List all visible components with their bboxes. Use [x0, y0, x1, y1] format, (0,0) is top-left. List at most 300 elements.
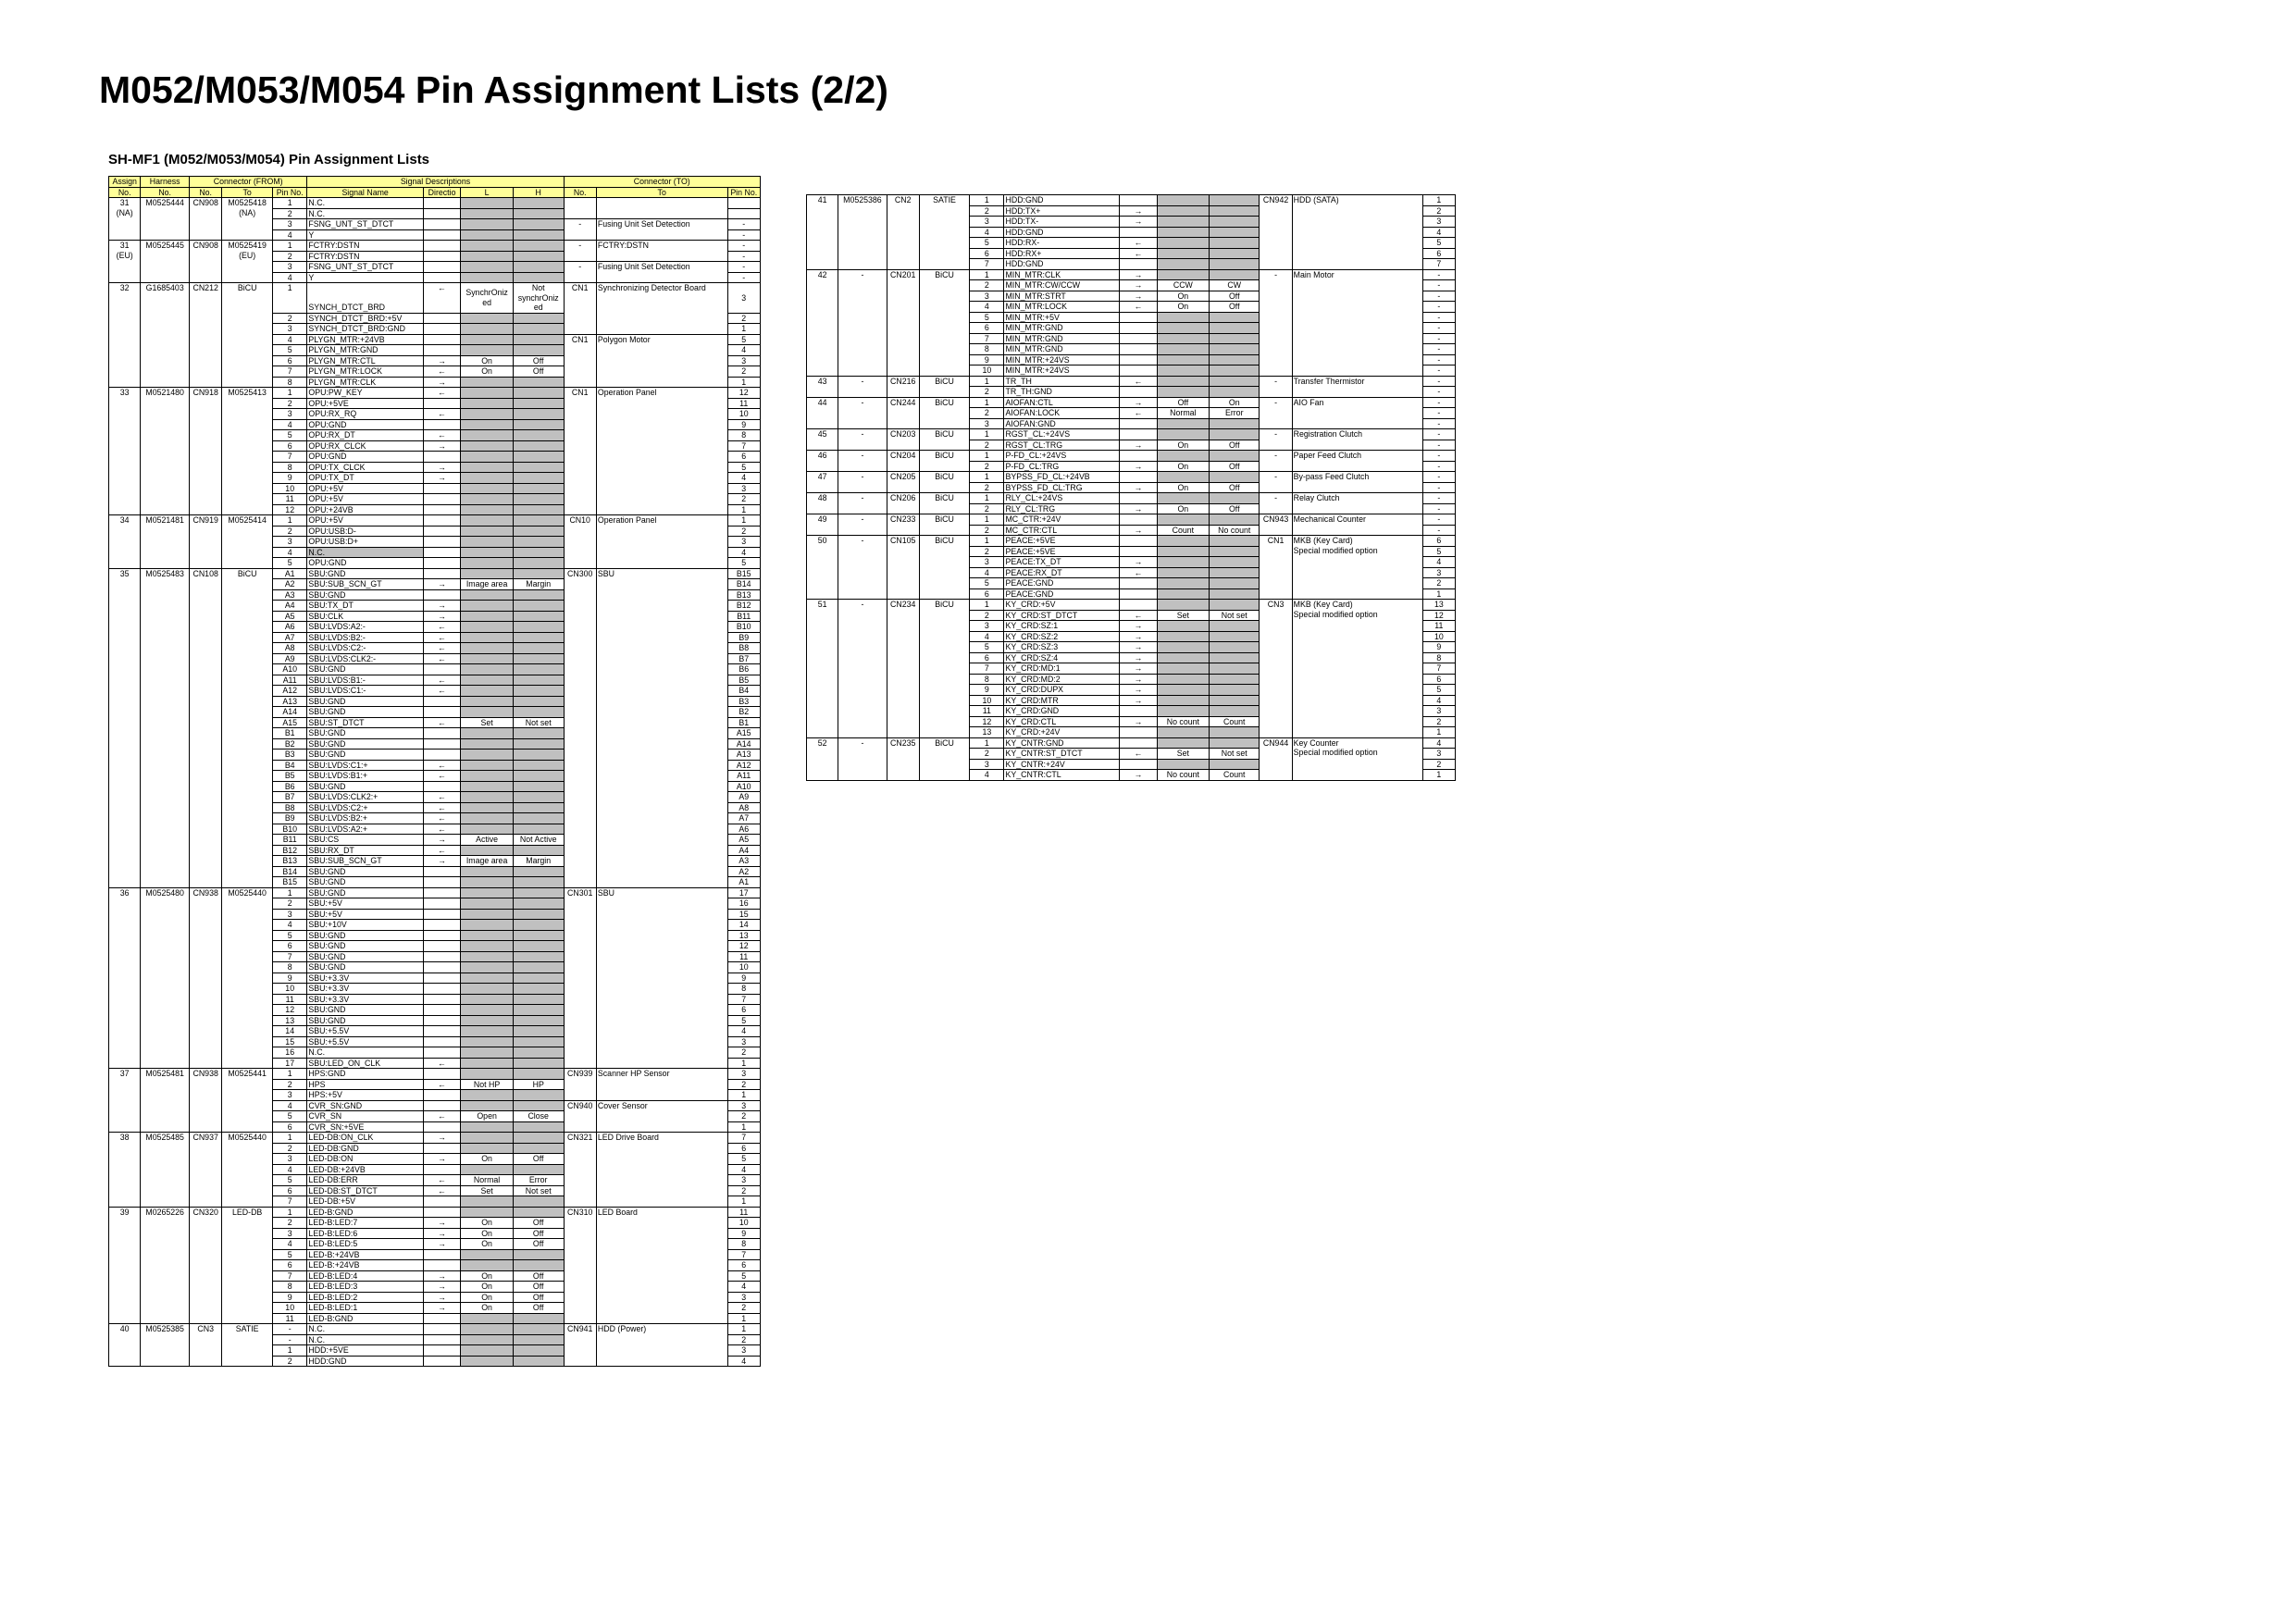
- table-row: [807, 493, 1456, 504]
- signal-level-h: HP: [513, 1079, 564, 1090]
- signal-direction: [1120, 546, 1157, 557]
- from-connector-to: SATIE: [919, 195, 969, 270]
- signal-direction: ←: [423, 1175, 460, 1186]
- signal-level-l: [461, 887, 514, 898]
- signal-level-h: [1210, 737, 1260, 749]
- signal-direction: →: [423, 856, 460, 867]
- signal-level-h: Off: [1210, 482, 1260, 493]
- harness-no: M0525481: [141, 1069, 190, 1133]
- to-connector-no: CN943: [1260, 514, 1292, 536]
- table-row: [109, 1324, 761, 1335]
- signal-name: SBU:CS: [307, 835, 423, 846]
- to-pin-no: 9: [727, 1228, 761, 1239]
- to-pin-no: 12: [727, 941, 761, 952]
- signal-level-h: [513, 1058, 564, 1069]
- from-pin-no: 6: [272, 1121, 306, 1133]
- table-row: [109, 887, 761, 898]
- signal-direction: [423, 483, 460, 494]
- signal-direction: →: [423, 355, 460, 366]
- signal-name: SBU:+3.3V: [307, 994, 423, 1005]
- assign-no: 45: [807, 429, 838, 451]
- to-connector-to: [1292, 493, 1422, 514]
- signal-direction: →: [423, 1154, 460, 1165]
- from-connector-no: CN108: [189, 568, 221, 887]
- signal-direction: [1120, 737, 1157, 749]
- to-pin-no: 4: [727, 1026, 761, 1037]
- from-connector-to: BiCU: [919, 514, 969, 536]
- signal-level-h: [513, 877, 564, 888]
- to-pin-no: -: [727, 219, 761, 230]
- signal-name: KY_CRD:MD:1: [1004, 663, 1120, 675]
- signal-name: SBU:GND: [307, 951, 423, 962]
- signal-name: MIN_MTR:+24VS: [1004, 365, 1120, 377]
- from-pin-no: 1: [970, 195, 1004, 206]
- signal-name: OPU:TX_DT: [307, 473, 423, 484]
- signal-level-h: [513, 675, 564, 686]
- to-pin-no: 2: [727, 366, 761, 378]
- signal-level-h: [513, 241, 564, 252]
- signal-name: HPS: [307, 1079, 423, 1090]
- signal-name: AIOFAN:GND: [1004, 418, 1120, 429]
- signal-direction: [423, 1313, 460, 1324]
- signal-name: SBU:SUB_SCN_GT: [307, 579, 423, 590]
- signal-level-h: [513, 1249, 564, 1260]
- to-connector-to: [1292, 397, 1422, 429]
- from-pin-no: B3: [272, 750, 306, 761]
- signal-level-h: [1210, 674, 1260, 685]
- signal-level-l: [1157, 376, 1209, 387]
- to-pin-no: -: [1422, 365, 1455, 377]
- signal-level-l: On: [1157, 440, 1209, 451]
- from-pin-no: 5: [970, 238, 1004, 249]
- signal-level-h: Off: [1210, 291, 1260, 302]
- to-pin-no: -: [1422, 312, 1455, 323]
- from-pin-no: 1: [970, 737, 1004, 749]
- from-pin-no: 7: [272, 1196, 306, 1208]
- signal-level-h: Off: [1210, 503, 1260, 514]
- signal-level-h: [1210, 344, 1260, 355]
- signal-level-h: [1210, 706, 1260, 717]
- from-pin-no: 5: [272, 1249, 306, 1260]
- to-pin-no: 4: [727, 1356, 761, 1367]
- from-pin-no: A15: [272, 717, 306, 728]
- from-pin-no: 1: [272, 515, 306, 527]
- signal-name: PLYGN_MTR:LOCK: [307, 366, 423, 378]
- signal-direction: →: [1120, 716, 1157, 727]
- from-pin-no: 5: [970, 578, 1004, 589]
- to-pin-no: [727, 208, 761, 219]
- signal-level-h: [513, 409, 564, 420]
- to-pin-no: B12: [727, 601, 761, 612]
- from-connector-to: BiCU: [919, 429, 969, 451]
- signal-level-h: [513, 813, 564, 824]
- signal-level-l: [461, 526, 514, 537]
- signal-direction: [1120, 344, 1157, 355]
- from-pin-no: 14: [272, 1026, 306, 1037]
- signal-level-h: [513, 324, 564, 335]
- signal-level-l: [461, 440, 514, 452]
- to-connector-to: [1292, 269, 1422, 376]
- assign-no: 35: [109, 568, 141, 887]
- to-pin-no: 3: [727, 483, 761, 494]
- signal-name: OPU:TX_CLCK: [307, 462, 423, 473]
- signal-direction: →: [423, 835, 460, 846]
- from-pin-no: 13: [272, 1015, 306, 1026]
- to-pin-no: 1: [727, 504, 761, 515]
- signal-level-h: [1210, 578, 1260, 589]
- assign-no: 48: [807, 493, 838, 514]
- from-pin-no: 1: [970, 600, 1004, 611]
- from-connector-to: M0525440: [222, 1133, 273, 1208]
- signal-level-h: [513, 962, 564, 973]
- signal-level-l: [461, 802, 514, 813]
- from-connector-no: CN937: [189, 1133, 221, 1208]
- signal-level-l: [461, 1143, 514, 1154]
- signal-level-h: [1210, 323, 1260, 334]
- signal-direction: [1120, 514, 1157, 526]
- to-pin-no: 1: [727, 1313, 761, 1324]
- signal-direction: [423, 738, 460, 750]
- to-pin-no: A12: [727, 760, 761, 771]
- from-connector-no: CN203: [887, 429, 919, 451]
- assign-no: 43: [807, 376, 838, 397]
- from-connector-no: CN938: [189, 1069, 221, 1133]
- signal-level-h: [513, 728, 564, 739]
- signal-level-h: [1210, 514, 1260, 526]
- signal-level-l: [461, 643, 514, 654]
- signal-name: HDD:TX+: [1004, 205, 1120, 217]
- signal-direction: →: [1120, 695, 1157, 706]
- signal-level-l: [461, 1090, 514, 1101]
- from-pin-no: 7: [272, 951, 306, 962]
- signal-direction: →: [1120, 397, 1157, 408]
- signal-level-l: [1157, 663, 1209, 675]
- table-row: [807, 376, 1456, 387]
- assign-no: 32: [109, 283, 141, 388]
- from-pin-no: A3: [272, 589, 306, 601]
- signal-direction: ←: [423, 1079, 460, 1090]
- table-row: [109, 241, 761, 252]
- to-connector-to-line: MKB (Key Card): [1293, 536, 1353, 545]
- signal-direction: →: [423, 462, 460, 473]
- from-pin-no: 1: [970, 451, 1004, 462]
- to-connector-to: [1292, 472, 1422, 493]
- to-connector-to: [596, 241, 727, 262]
- signal-name: KY_CRD:GND: [1004, 706, 1120, 717]
- signal-name: SBU:GND: [307, 781, 423, 792]
- signal-name: OPU:RX_DT: [307, 430, 423, 441]
- to-connector-to-line: MKB (Key Card): [1293, 600, 1353, 609]
- from-pin-no: 6: [272, 1260, 306, 1271]
- to-pin-no: A8: [727, 802, 761, 813]
- signal-direction: →: [1120, 652, 1157, 663]
- signal-direction: ←: [423, 622, 460, 633]
- signal-name: SBU:LVDS:C1:+: [307, 760, 423, 771]
- to-connector-to: [596, 568, 727, 887]
- signal-level-l: [1157, 567, 1209, 578]
- signal-level-l: [461, 1005, 514, 1016]
- from-pin-no: 2: [970, 749, 1004, 760]
- signal-level-h: [1210, 333, 1260, 344]
- signal-level-l: [461, 622, 514, 633]
- signal-name: OPU:RX_CLCK: [307, 440, 423, 452]
- signal-direction: ←: [1120, 408, 1157, 419]
- signal-direction: →: [1120, 503, 1157, 514]
- to-pin-no: B4: [727, 686, 761, 697]
- to-pin-no: 5: [727, 1154, 761, 1165]
- signal-level-l: CCW: [1157, 280, 1209, 291]
- signal-level-h: [513, 219, 564, 230]
- table-row: [109, 198, 761, 209]
- from-pin-no: 2: [272, 1143, 306, 1154]
- signal-level-h: [1210, 205, 1260, 217]
- signal-name: LED-B:LED:6: [307, 1228, 423, 1239]
- to-pin-no: -: [1422, 291, 1455, 302]
- signal-direction: [1120, 429, 1157, 440]
- to-pin-no: -: [727, 272, 761, 283]
- to-connector-to-line: Special modified option: [1293, 545, 1378, 555]
- to-pin-no: B11: [727, 611, 761, 622]
- signal-direction: [423, 219, 460, 230]
- signal-level-h: Error: [1210, 408, 1260, 419]
- signal-level-l: [461, 251, 514, 262]
- signal-level-l: On: [1157, 302, 1209, 313]
- from-pin-no: 4: [272, 1239, 306, 1250]
- signal-name: MIN_MTR:GND: [1004, 333, 1120, 344]
- to-pin-no: 9: [727, 419, 761, 430]
- signal-name: KY_CRD:SZ:1: [1004, 621, 1120, 632]
- signal-level-l: [461, 1026, 514, 1037]
- signal-direction: →: [1120, 674, 1157, 685]
- signal-level-h: [513, 345, 564, 356]
- signal-level-h: [513, 547, 564, 558]
- from-pin-no: 10: [272, 483, 306, 494]
- from-pin-no: 3: [970, 217, 1004, 228]
- signal-name: LED-B:LED:3: [307, 1282, 423, 1293]
- signal-level-h: [513, 994, 564, 1005]
- signal-direction: [423, 589, 460, 601]
- signal-direction: →: [423, 601, 460, 612]
- to-pin-no: 1: [727, 1058, 761, 1069]
- signal-direction: →: [1120, 770, 1157, 781]
- harness-no: M0525444: [141, 198, 190, 241]
- to-pin-no: 6: [1422, 536, 1455, 547]
- signal-level-h: [1210, 248, 1260, 259]
- from-pin-no: 3: [272, 1228, 306, 1239]
- from-pin-no: B1: [272, 728, 306, 739]
- from-pin-no: A10: [272, 664, 306, 675]
- to-pin-no: 8: [727, 430, 761, 441]
- from-pin-no: A9: [272, 653, 306, 664]
- signal-level-l: [461, 930, 514, 941]
- signal-level-l: On: [1157, 482, 1209, 493]
- signal-level-h: [513, 1324, 564, 1335]
- signal-level-l: [1157, 695, 1209, 706]
- from-pin-no: 2: [272, 313, 306, 324]
- from-pin-no: B5: [272, 771, 306, 782]
- to-pin-no: 3: [1422, 567, 1455, 578]
- signal-direction: [423, 1356, 460, 1367]
- signal-name: LED-B:GND: [307, 1313, 423, 1324]
- signal-level-l: [1157, 354, 1209, 365]
- from-connector-no: CN908: [189, 198, 221, 241]
- signal-level-h: Error: [513, 1175, 564, 1186]
- from-connector-no: CN233: [887, 514, 919, 536]
- table-row: [807, 429, 1456, 440]
- from-pin-no: 3: [272, 324, 306, 335]
- signal-level-l: [461, 262, 514, 273]
- from-pin-no: 2: [272, 526, 306, 537]
- signal-direction: [423, 419, 460, 430]
- header-l: L: [461, 187, 514, 198]
- from-connector-to: BiCU: [222, 283, 273, 388]
- signal-level-h: [513, 1026, 564, 1037]
- to-pin-no: A14: [727, 738, 761, 750]
- signal-level-l: [1157, 418, 1209, 429]
- signal-direction: [423, 1334, 460, 1345]
- signal-level-h: [1210, 217, 1260, 228]
- to-pin-no: 3: [727, 1175, 761, 1186]
- to-pin-no: 11: [1422, 621, 1455, 632]
- to-pin-no: 7: [1422, 259, 1455, 270]
- signal-name: PLYGN_MTR:CTL: [307, 355, 423, 366]
- from-pin-no: 5: [970, 312, 1004, 323]
- signal-level-l: [1157, 557, 1209, 568]
- to-pin-no: -: [1422, 493, 1455, 504]
- signal-level-h: [513, 377, 564, 388]
- signal-level-l: [1157, 269, 1209, 280]
- signal-name: SBU:RX_DT: [307, 845, 423, 856]
- signal-name: BYPSS_FD_CL:TRG: [1004, 482, 1120, 493]
- from-pin-no: 2: [970, 440, 1004, 451]
- signal-level-l: [461, 409, 514, 420]
- to-pin-no: 8: [727, 984, 761, 995]
- from-pin-no: 9: [272, 473, 306, 484]
- from-pin-no: 4: [272, 1100, 306, 1111]
- signal-name: SBU:GND: [307, 664, 423, 675]
- from-pin-no: 2: [970, 408, 1004, 419]
- signal-name: PEACE:RX_DT: [1004, 567, 1120, 578]
- to-connector-to-line: Key Counter: [1293, 737, 1339, 748]
- signal-level-l: [461, 707, 514, 718]
- assign-no: 47: [807, 472, 838, 493]
- signal-name: MIN_MTR:GND: [1004, 344, 1120, 355]
- signal-direction: →: [1120, 557, 1157, 568]
- to-pin-no: B1: [727, 717, 761, 728]
- to-pin-no: 4: [1422, 557, 1455, 568]
- signal-level-h: [513, 473, 564, 484]
- page-title: M052/M053/M054 Pin Assignment Lists (2/2): [99, 68, 888, 111]
- signal-name: LED-DB:ST_DTCT: [307, 1185, 423, 1196]
- to-pin-no: A6: [727, 824, 761, 835]
- signal-level-l: [1157, 238, 1209, 249]
- signal-name: SBU:LVDS:CLK2:-: [307, 653, 423, 664]
- from-connector-no: CN204: [887, 451, 919, 472]
- to-pin-no: 1: [727, 1090, 761, 1101]
- from-connector-to: BiCU: [919, 493, 969, 514]
- signal-name: HDD:GND: [1004, 259, 1120, 270]
- to-pin-no: [727, 198, 761, 209]
- signal-direction: ←: [1120, 248, 1157, 259]
- from-pin-no: 1: [272, 283, 306, 314]
- signal-direction: ←: [1120, 567, 1157, 578]
- signal-direction: ←: [423, 717, 460, 728]
- signal-name: SBU:+3.3V: [307, 984, 423, 995]
- to-connector-to-line: LED Board: [597, 1207, 638, 1217]
- to-connector-to-line: Special modified option: [1293, 609, 1378, 619]
- from-connector-no: CN105: [887, 536, 919, 600]
- signal-name: LED-DB:ERR: [307, 1175, 423, 1186]
- assign-no: 41: [807, 195, 838, 270]
- table-row: [807, 737, 1456, 749]
- to-connector-no: -: [1260, 472, 1292, 493]
- from-connector-no: CN919: [189, 515, 221, 569]
- harness-no: M0265226: [141, 1207, 190, 1324]
- from-pin-no: 4: [272, 547, 306, 558]
- from-pin-no: 1: [970, 429, 1004, 440]
- signal-level-l: [461, 845, 514, 856]
- signal-direction: [1120, 195, 1157, 206]
- signal-level-l: [461, 653, 514, 664]
- to-pin-no: 4: [1422, 227, 1455, 238]
- signal-level-l: [1157, 546, 1209, 557]
- signal-direction: [1120, 354, 1157, 365]
- signal-direction: [423, 696, 460, 707]
- to-pin-no: 12: [1422, 610, 1455, 621]
- from-pin-no: 17: [272, 1058, 306, 1069]
- to-connector-no: CN939: [564, 1069, 596, 1101]
- signal-name: KY_CRD:ST_DTCT: [1004, 610, 1120, 621]
- signal-level-h: [513, 1143, 564, 1154]
- from-pin-no: 8: [272, 962, 306, 973]
- signal-level-h: [513, 707, 564, 718]
- signal-level-h: [513, 1069, 564, 1080]
- signal-level-h: Not Active: [513, 835, 564, 846]
- to-pin-no: 7: [727, 994, 761, 1005]
- to-pin-no: 4: [727, 1164, 761, 1175]
- signal-direction: [423, 951, 460, 962]
- signal-name: MIN_MTR:+5V: [1004, 312, 1120, 323]
- to-pin-no: 2: [727, 1047, 761, 1059]
- from-pin-no: B9: [272, 813, 306, 824]
- signal-level-l: [461, 1015, 514, 1026]
- signal-level-l: [461, 229, 514, 241]
- signal-direction: [423, 515, 460, 527]
- signal-level-h: [513, 1090, 564, 1101]
- from-pin-no: 1: [970, 397, 1004, 408]
- table-row: [807, 600, 1456, 611]
- to-connector-to: [596, 1207, 727, 1324]
- signal-level-h: [513, 537, 564, 548]
- to-pin-no: 2: [727, 313, 761, 324]
- to-pin-no: 10: [727, 962, 761, 973]
- signal-level-l: [461, 738, 514, 750]
- signal-level-l: [461, 568, 514, 579]
- table-row: [109, 1133, 761, 1144]
- from-pin-no: -: [272, 1324, 306, 1335]
- signal-level-h: [513, 208, 564, 219]
- signal-level-l: [1157, 312, 1209, 323]
- from-pin-no: 10: [970, 365, 1004, 377]
- signal-level-h: [1210, 557, 1260, 568]
- signal-name: SBU:TX_DT: [307, 601, 423, 612]
- to-connector-to: [596, 887, 727, 1069]
- to-connector-no: [564, 198, 596, 219]
- signal-level-h: [513, 229, 564, 241]
- signal-name: P-FD_CL:+24VS: [1004, 451, 1120, 462]
- signal-level-l: [461, 558, 514, 569]
- table-row: [109, 283, 761, 314]
